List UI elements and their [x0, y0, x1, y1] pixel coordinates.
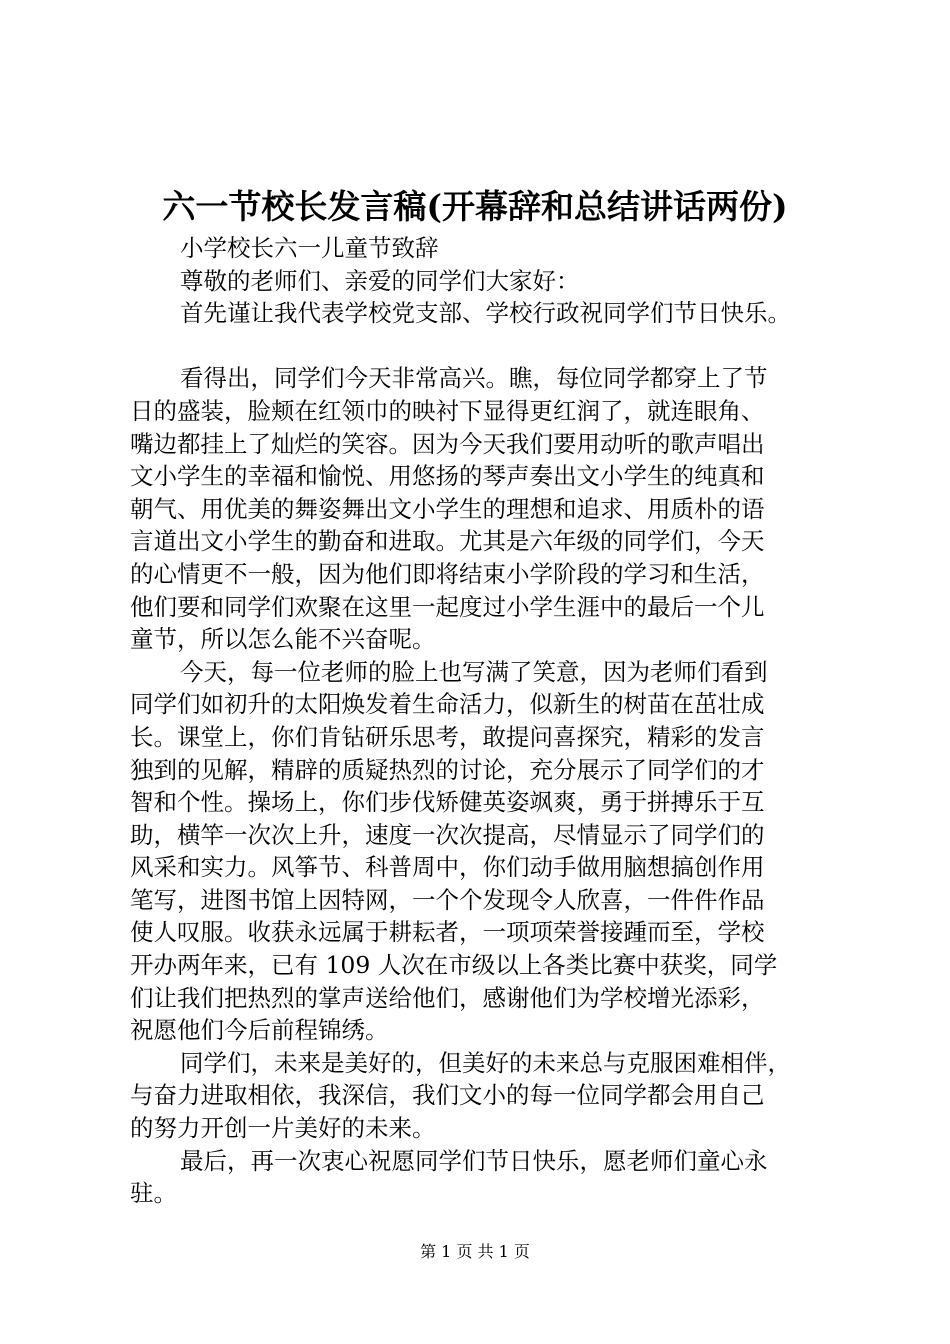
blank-line — [130, 330, 842, 363]
paragraph-line: 童节，所以怎么能不兴奋呢。 — [130, 625, 436, 654]
paragraph-line: 笔写，进图书馆上因特网，一个个发现令人欣喜，一件件作品 — [130, 885, 765, 914]
paragraph-line: 智和个性。操场上，你们步伐矫健英姿飒爽，勇于拼搏乐于互 — [130, 788, 765, 817]
paragraph-line: 驻。 — [130, 1179, 177, 1208]
document-title: 六一节校长发言稿(开幕辞和总结讲话两份) — [162, 187, 788, 226]
paragraph-line: 独到的见解，精辟的质疑热烈的讨论，充分展示了同学们的才 — [130, 755, 765, 784]
paragraph-line: 同学们，未来是美好的，但美好的未来总与克服困难相伴， — [180, 1048, 791, 1077]
paragraph-line: 风采和实力。风筝节、科普周中，你们动手做用脑想搞创作用 — [130, 853, 765, 882]
paragraph-line: 祝愿他们今后前程锦绣。 — [130, 1016, 389, 1045]
paragraph-line: 看得出，同学们今天非常高兴。瞧，每位同学都穿上了节 — [180, 364, 768, 393]
paragraph-line: 言道出文小学生的勤奋和进取。尤其是六年级的同学们，今天 — [130, 527, 765, 556]
paragraph-line: 嘴边都挂上了灿烂的笑容。因为今天我们要用动听的歌声唱出 — [130, 429, 765, 458]
paragraph-line: 长。课堂上，你们肯钻研乐思考，敢提问喜探究，精彩的发言 — [130, 722, 765, 751]
paragraph-line: 他们要和同学们欢聚在这里一起度过小学生涯中的最后一个儿 — [130, 592, 765, 621]
paragraph-line: 同学们如初升的太阳焕发着生命活力，似新生的树苗在茁壮成 — [130, 690, 765, 719]
paragraph-line: 最后，再一次衷心祝愿同学们节日快乐，愿老师们童心永 — [180, 1146, 768, 1175]
paragraph-line: 使人叹服。收获永远属于耕耘者，一项项荣誉接踵而至，学校 — [130, 918, 765, 947]
paragraph-line: 日的盛装，脸颊在红领巾的映衬下显得更红润了，就连眼角、 — [130, 396, 765, 425]
paragraph-line: 们让我们把热烈的掌声送给他们，感谢他们为学校增光添彩， — [130, 983, 765, 1012]
paragraph-line: 的努力开创一片美好的未来。 — [130, 1114, 436, 1143]
paragraph-line: 助，横竿一次次上升，速度一次次提高，尽情显示了同学们的 — [130, 820, 765, 849]
paragraph-line: 与奋力进取相依，我深信，我们文小的每一位同学都会用自己 — [130, 1081, 765, 1110]
paragraph-line: 今天，每一位老师的脸上也写满了笑意，因为老师们看到 — [180, 657, 768, 686]
paragraph-line: 小学校长六一儿童节致辞 — [180, 234, 439, 262]
paragraph-line: 文小学生的幸福和愉悦、用悠扬的琴声奏出文小学生的纯真和 — [130, 462, 765, 491]
page-footer: 第 1 页 共 1 页 — [420, 1242, 530, 1261]
paragraph-line: 尊敬的老师们、亲爱的同学们大家好： — [180, 266, 580, 295]
document-body — [130, 232, 842, 1210]
paragraph-line: 的心情更不一般，因为他们即将结束小学阶段的学习和生活， — [130, 559, 765, 588]
paragraph-line: 首先谨让我代表学校党支部、学校行政祝同学们节日快乐。 — [180, 299, 791, 328]
paragraph-line: 开办两年来，已有 109 人次在市级以上各类比赛中获奖，同学 — [130, 951, 778, 980]
paragraph-line: 朝气、用优美的舞姿舞出文小学生的理想和追求、用质朴的语 — [130, 494, 765, 523]
